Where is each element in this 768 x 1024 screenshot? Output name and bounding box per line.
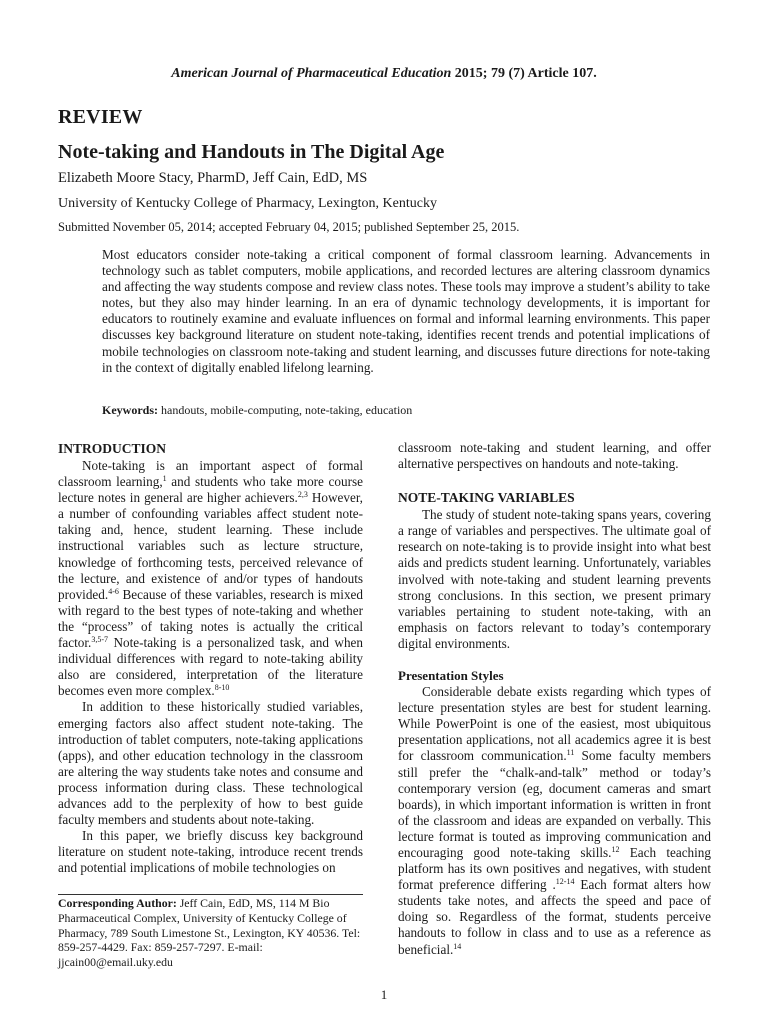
journal-name: American Journal of Pharmaceutical Education — [171, 66, 452, 81]
page-number: 1 — [380, 987, 388, 1002]
corresponding-author — [58, 896, 363, 970]
text-run: Because of these variables, research is mixed with regard to the best types of note-taking and whether the “process” of taking notes is actually the critical factor. — [58, 586, 363, 651]
introduction-paragraph-3: In this paper, we briefly discuss key background literature on student note-taking, introduce recent trends and potential implications of mobile technologies on — [58, 828, 363, 876]
text-run: Considerable debate exists regarding which types of lecture presentation styles are best for student learning. While PowerPoint is one of the easiest, most ubiquitous presentation applications, not all academics agree it is best for classroom communication. — [398, 684, 711, 764]
corresponding-author-details: Jeff Cain, EdD, MS, 114 M Bio Pharmaceutical Complex, University of Kentucky College of Pharmacy, 789 South Limestone St., Lexington, KY 40536. Tel: 859-257-4429. Fax: 859-257-7297. E-mail: jjcain00@email.uky.edu — [58, 896, 361, 970]
introduction-paragraph-2: In addition to these historically studied variables, emerging factors also affect student note-taking. The introduction of tablet computers, note-taking applications (apps), and other education technology in the classroom are altering the way students take notes and consume and process information during class. These technological advances add to the perplexity of how to best guide faculty members and students about note-taking. — [58, 699, 363, 828]
left-column — [58, 440, 363, 876]
citation-ref: 11 — [566, 748, 575, 758]
text-run: Note-taking is an important aspect of formal classroom learning, — [58, 458, 363, 490]
journal-citation-header — [0, 66, 768, 82]
text-run: However, a number of confounding variables affect student note-taking and, hence, student learning. These include instructional variables such as lecture structure, knowledge of forthcoming tests, perceived relevance of the lecture, and existence of and/or types of handouts provided. — [58, 490, 363, 602]
publication-dates: Submitted November 05, 2014; accepted February 04, 2015; published September 25, 2015. — [58, 220, 520, 234]
keywords — [102, 403, 710, 418]
right-column — [398, 440, 711, 958]
author-affiliation: University of Kentucky College of Pharmacy, Lexington, Kentucky — [58, 196, 437, 211]
keywords-label: Keywords: — [102, 403, 158, 417]
citation-ref: 2,3 — [297, 490, 308, 500]
corresponding-author-label: Corresponding Author: — [58, 896, 177, 910]
text-run: Some faculty members still prefer the “chalk-and-talk” method or today’s contemporary version (eg, document cameras and smart boards), in which important information is written in front of the classroom and ideas are expanded on verbally. This lecture format is touted as improving communication and encouraging good note-taking skills. — [398, 748, 711, 860]
citation-ref: 14 — [453, 941, 462, 951]
citation-ref: 4-6 — [108, 586, 119, 596]
text-run: Each teaching platform has its own positives and negatives, with student format preference differing . — [398, 844, 711, 893]
presentation-styles-heading: Presentation Styles — [398, 668, 504, 684]
variables-paragraph-1: The study of student note-taking spans years, covering a range of variables and perspectives. The ultimate goal of research on note-taking is to provide insight into what best aids and predicts student learning. Unfortunately, variables involved with note-taking and student learning prevents strong conclusions. In this section, we present primary variables pertaining to student note-taking, with an emphasis on factors relevant to today’s contemporary digital environments. — [398, 507, 711, 651]
citation-ref: 12-14 — [555, 877, 575, 887]
citation-ref: 1 — [162, 474, 167, 484]
text-run: and students who take more course lecture notes in general are higher achievers. — [58, 474, 363, 506]
introduction-paragraph-1 — [58, 458, 363, 699]
footnote-divider — [58, 894, 363, 895]
journal-citation: 2015; 79 (7) Article 107. — [451, 66, 597, 81]
citation-ref: 3,5-7 — [91, 635, 108, 645]
keywords-value: handouts, mobile-computing, note-taking, education — [158, 403, 413, 417]
variables-heading: NOTE-TAKING VARIABLES — [398, 490, 575, 506]
author-list: Elizabeth Moore Stacy, PharmD, Jeff Cain, EdD, MS — [58, 170, 368, 186]
abstract: Most educators consider note-taking a critical component of formal classroom learning. Advancements in technology such as tablet computers, mobile applications, and recorded lectures are altering classroom dynamics and affecting the way students compose and review class notes. These tools may improve a student’s ability to take notes, but they also may hinder learning. In an era of dynamic technology developments, it is important for educators to routinely examine and evaluate influences on formal and informal learning environments. This paper discusses key background literature on student note-taking, identifies recent trends and potential implications of mobile technologies on classroom note-taking and student learning, and discusses future directions for note-taking in the context of digitally enabled lifelong learning. — [102, 247, 710, 375]
citation-ref: 8-10 — [214, 683, 230, 693]
citation-ref: 12 — [611, 844, 620, 854]
text-run: Each format alters how students take notes, and affects the speed and pace of doing so. Regardless of the format, students perceive handouts to follow in class and to use as a reference as beneficial. — [398, 877, 711, 957]
section-spacer — [398, 472, 711, 489]
article-title: Note-taking and Handouts in The Digital Age — [58, 141, 445, 163]
text-run: Note-taking is a personalized task, and when individual differences with regard to note-taking ability also are considered, interpretation of the literature becomes even more complex. — [58, 635, 363, 699]
presentation-styles-paragraph-1 — [398, 684, 711, 958]
introduction-heading: INTRODUCTION — [58, 441, 167, 456]
section-label: REVIEW — [58, 106, 143, 128]
section-spacer — [398, 652, 711, 667]
introduction-paragraph-3-continued: classroom note-taking and student learning, and offer alternative perspectives on handouts and note-taking. — [398, 440, 711, 472]
